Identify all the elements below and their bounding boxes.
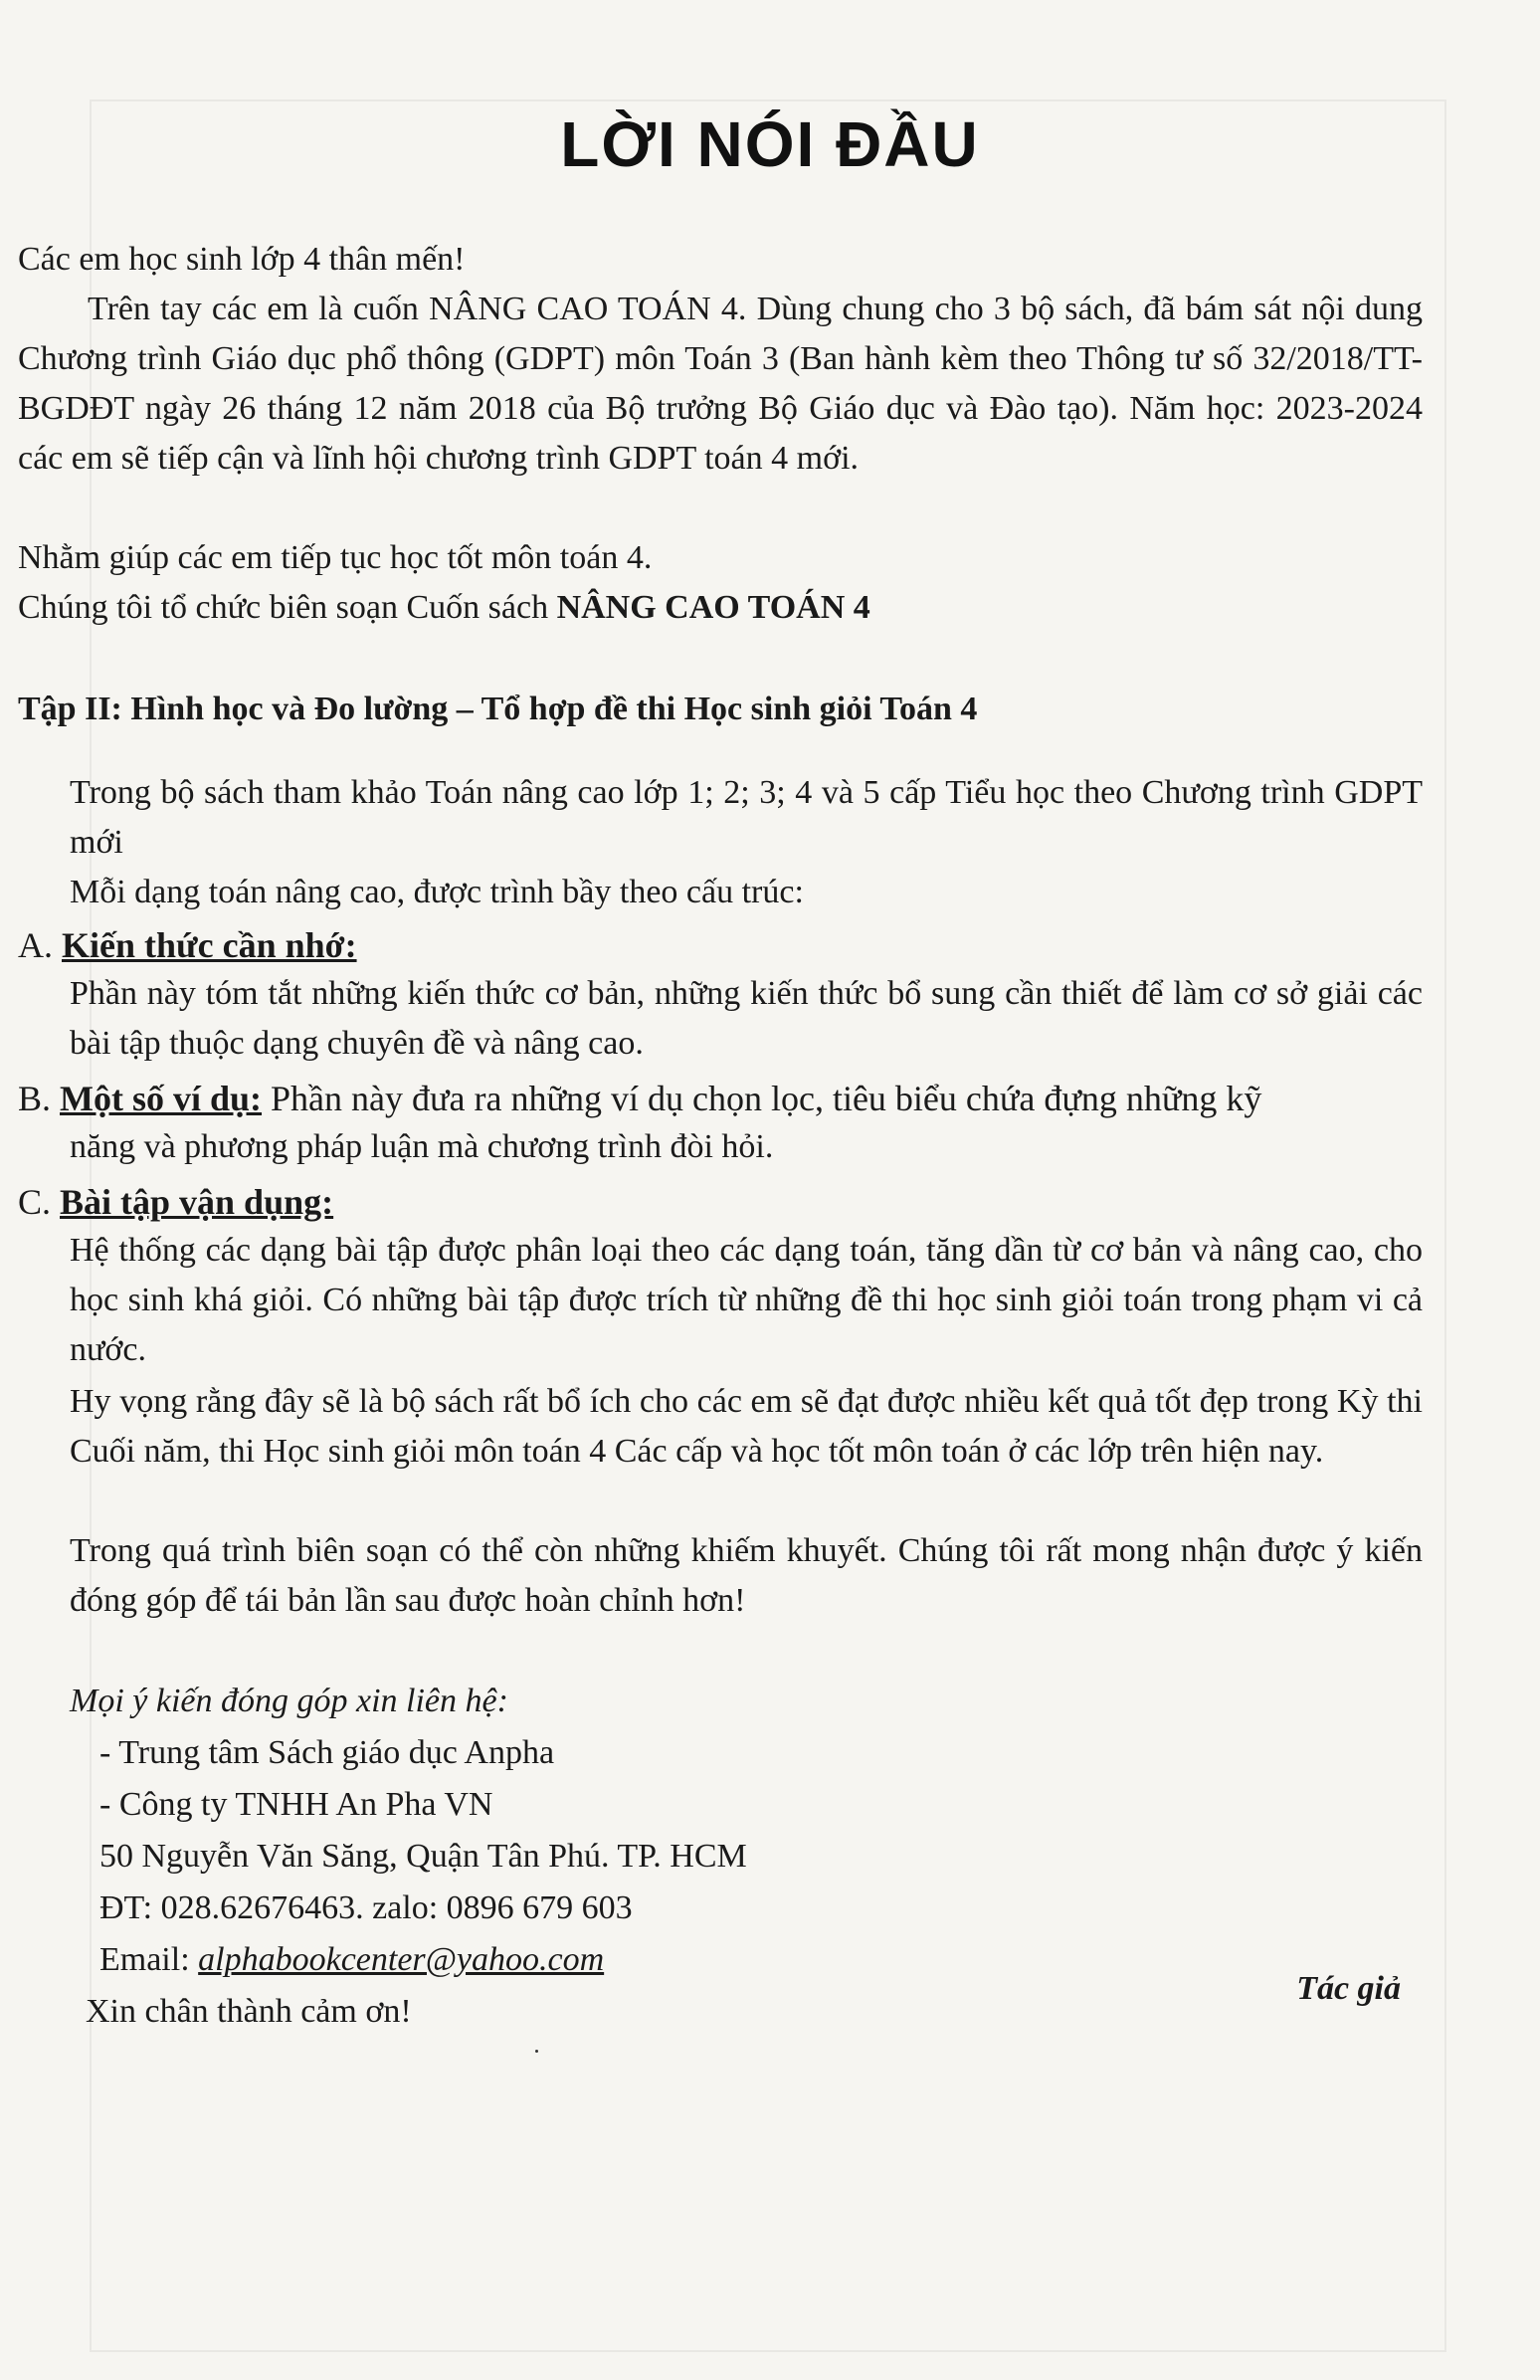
section-b-label: B. bbox=[18, 1079, 61, 1118]
contact-address: 50 Nguyễn Văn Săng, Quận Tân Phú. TP. HCM bbox=[99, 1838, 747, 1875]
hope-paragraph: Hy vọng rằng đây sẽ là bộ sách rất bổ ích cho các em sẽ đạt được nhiều kết quả tốt đẹp trong Kỳ thi Cuối năm, thi Học sinh giỏi môn toán 4 Các cấp và học tốt môn toán ở các lớp trên hiện nay. bbox=[70, 1383, 1423, 1470]
section-b-heading bbox=[18, 1073, 1423, 1124]
intro-paragraph: Trên tay các em là cuốn NÂNG CAO TOÁN 4. Dùng chung cho 3 bộ sách, đã bám sát nội dung Chương trình Giáo dục phổ thông (GDPT) môn Toán 3 (Ban hành kèm theo Thông tư số 32/2018/TT-BGDĐT ngày 26 tháng 12 năm 2018 của Bộ trưởng Bộ Giáo dục và Đào tạo). Năm học: 2023-2024 các em sẽ tiếp cận và lĩnh hội chương trình GDPT toán 4 mới. bbox=[18, 291, 1423, 477]
stray-dot bbox=[535, 2050, 538, 2053]
page-title: LỜI NÓI ĐẦU bbox=[560, 108, 980, 180]
signature: Tác giả bbox=[1296, 1970, 1401, 2007]
apology-paragraph: Trong quá trình biên soạn có thể còn những khiếm khuyết. Chúng tôi rất mong nhận được ý kiến đóng góp để tái bản lần sau được hoàn chỉnh hơn! bbox=[70, 1532, 1423, 1619]
section-c-text: Hệ thống các dạng bài tập được phân loại theo các dạng toán, tăng dần từ cơ bản và nâng cao, cho học sinh khá giỏi. Có những bài tập được trích từ những đề thi học sinh giỏi toán trong phạm vi cả nước. bbox=[70, 1232, 1423, 1368]
section-c-title: Bài tập vận dụng: bbox=[60, 1182, 334, 1222]
purpose-line: Nhằm giúp các em tiếp tục học tốt môn toán 4. bbox=[18, 539, 653, 576]
contact-phone: ĐT: 028.62676463. zalo: 0896 679 603 bbox=[99, 1889, 633, 1926]
compile-line-prefix: Chúng tôi tổ chức biên soạn Cuốn sách bbox=[18, 589, 557, 626]
section-b-text-rest: năng và phương pháp luận mà chương trình đòi hỏi. bbox=[70, 1128, 774, 1165]
section-a-heading bbox=[18, 919, 357, 971]
section-b-title: Một số ví dụ: bbox=[60, 1079, 263, 1118]
structure-line: Mỗi dạng toán nâng cao, được trình bầy theo cấu trúc: bbox=[70, 874, 804, 910]
thanks-line: Xin chân thành cảm ơn! bbox=[86, 1993, 412, 2030]
contact-intro: Mọi ý kiến đóng góp xin liên hệ: bbox=[70, 1683, 508, 1719]
contact-email-label: Email: bbox=[99, 1941, 199, 1978]
contact-org1: - Trung tâm Sách giáo dục Anpha bbox=[99, 1734, 555, 1771]
greeting: Các em học sinh lớp 4 thân mến! bbox=[18, 241, 466, 278]
series-paragraph: Trong bộ sách tham khảo Toán nâng cao lớp 1; 2; 3; 4 và 5 cấp Tiểu học theo Chương trình GDPT mới bbox=[70, 774, 1423, 861]
section-c-heading bbox=[18, 1176, 333, 1228]
book-name: NÂNG CAO TOÁN 4 bbox=[556, 589, 870, 626]
contact-email-line bbox=[99, 1934, 1452, 1986]
contact-email-link[interactable]: alphabookcenter@yahoo.com bbox=[198, 1941, 605, 1978]
compile-line bbox=[18, 583, 1423, 633]
section-a-text: Phần này tóm tắt những kiến thức cơ bản, những kiến thức bổ sung cần thiết để làm cơ sở giải các bài tập thuộc dạng chuyên đề và nâng cao. bbox=[70, 975, 1423, 1062]
section-c-label: C. bbox=[18, 1182, 61, 1222]
section-b-text-first: Phần này đưa ra những ví dụ chọn lọc, tiêu biểu chứa đựng những kỹ bbox=[262, 1079, 1262, 1118]
section-a-title: Kiến thức cần nhớ: bbox=[62, 925, 357, 965]
section-a-label: A. bbox=[18, 925, 62, 965]
volume-heading: Tập II: Hình học và Đo lường – Tổ hợp đề thi Học sinh giỏi Toán 4 bbox=[18, 691, 978, 727]
contact-org2: - Công ty TNHH An Pha VN bbox=[99, 1786, 493, 1823]
